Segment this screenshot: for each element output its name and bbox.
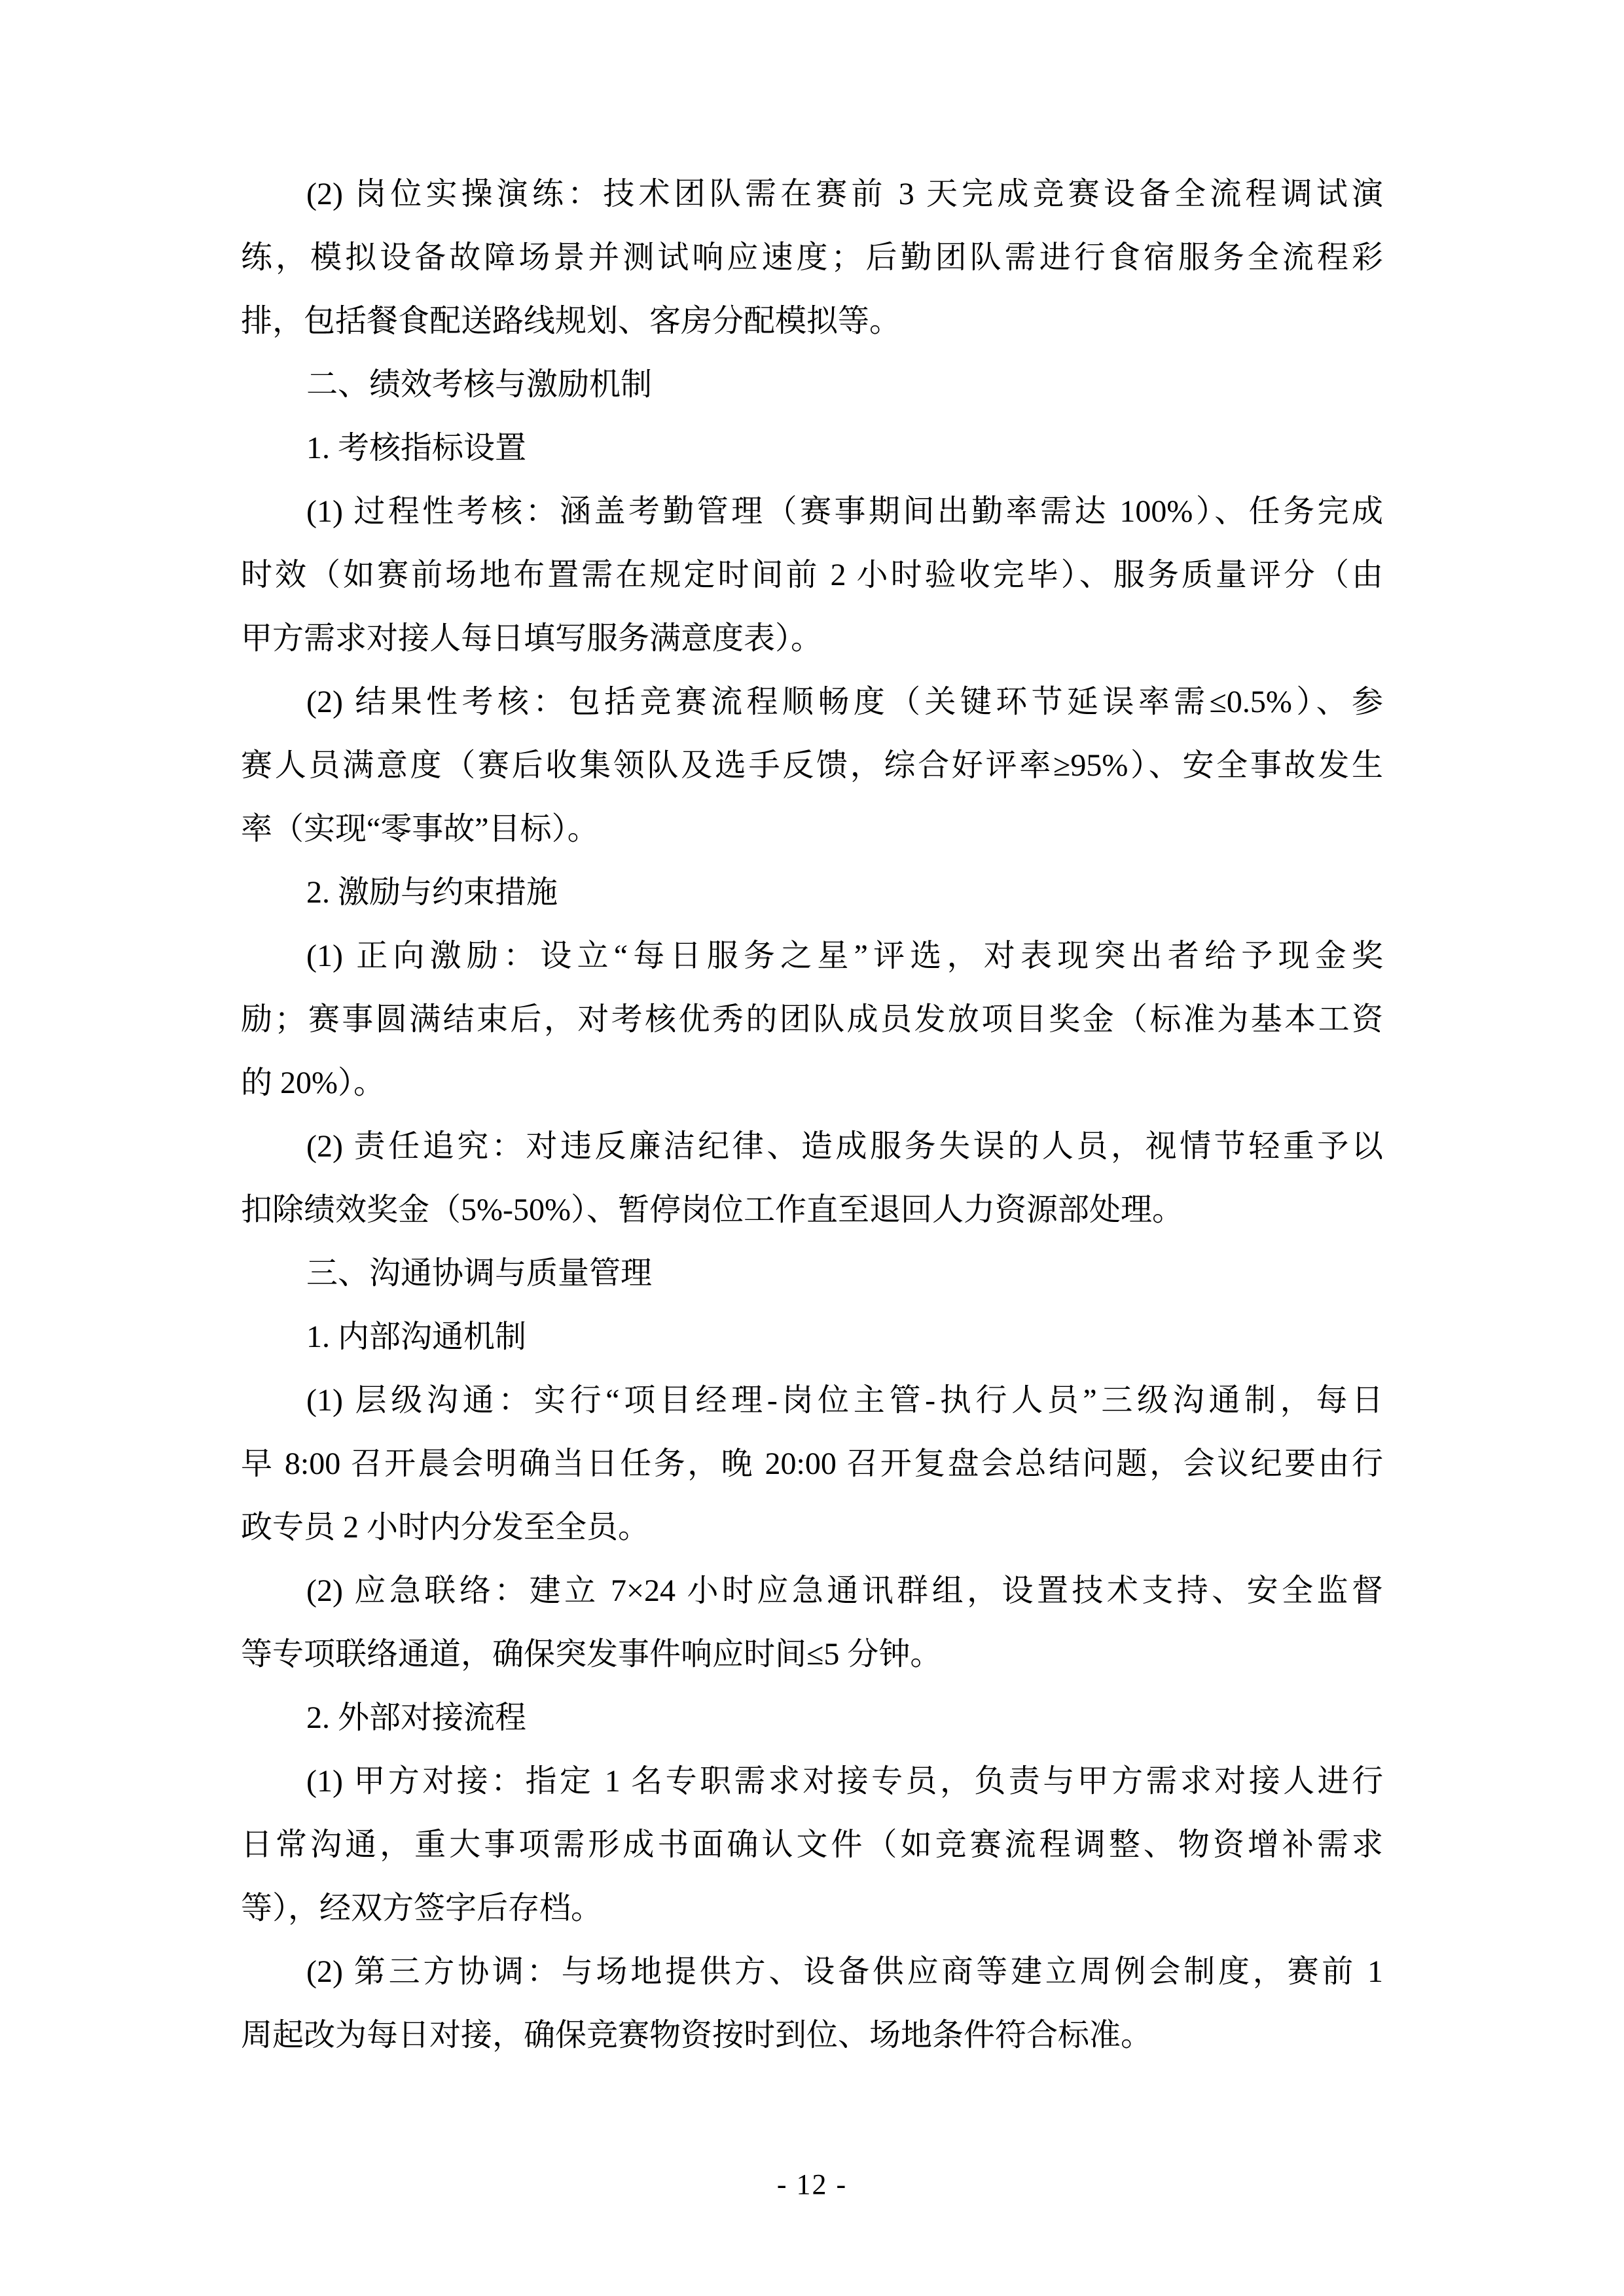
text-line: 等专项联络通道，确保突发事件响应时间≤5 分钟。: [241, 1637, 942, 1672]
text-line: 周起改为每日对接，确保竞赛物资按时到位、场地条件符合标准。: [241, 2018, 1153, 2053]
document-body: [241, 162, 1383, 2067]
text-line: 1. 内部沟通机制: [306, 1319, 527, 1354]
text-line: 排，包括餐食配送路线规划、客房分配模拟等。: [241, 304, 901, 338]
text-line: (2) 结果性考核：包括竞赛流程顺畅度（关键环节延误率需≤0.5%）、参: [306, 685, 1383, 719]
text-line: 2. 外部对接流程: [306, 1700, 527, 1735]
text-line: 1. 考核指标设置: [306, 431, 527, 465]
text-line: 政专员 2 小时内分发至全员。: [241, 1510, 650, 1545]
text-line: 2. 激励与约束措施: [306, 875, 558, 910]
text-line: (2) 岗位实操演练：技术团队需在赛前 3 天完成竞赛设备全流程调试演: [306, 177, 1383, 211]
text-line: (2) 责任追究：对违反廉洁纪律、造成服务失误的人员，视情节轻重予以: [306, 1129, 1383, 1164]
page-number: - 12 -: [776, 2168, 848, 2200]
text-line: (1) 甲方对接：指定 1 名专职需求对接专员，负责与甲方需求对接人进行: [306, 1764, 1383, 1799]
text-line: 三、沟通协调与质量管理: [306, 1256, 653, 1291]
text-line: 率（实现“零事故”目标）。: [241, 812, 599, 846]
text-line: (2) 第三方协调：与场地提供方、设备供应商等建立周例会制度，赛前 1: [306, 1954, 1383, 1989]
text-line: 早 8:00 召开晨会明确当日任务，晚 20:00 召开复盘会总结问题，会议纪要由行: [241, 1446, 1383, 1481]
text-line: (1) 过程性考核：涵盖考勤管理（赛事期间出勤率需达 100%）、任务完成: [306, 494, 1383, 529]
text-line: (1) 层级沟通：实行“项目经理-岗位主管-执行人员”三级沟通制，每日: [306, 1383, 1383, 1418]
text-line: 时效（如赛前场地布置需在规定时间前 2 小时验收完毕）、服务质量评分（由: [241, 558, 1383, 592]
text-line: (1) 正向激励：设立“每日服务之星”评选，对表现突出者给予现金奖: [306, 939, 1383, 973]
text-line: 二、绩效考核与激励机制: [306, 367, 653, 402]
text-line: 励；赛事圆满结束后，对考核优秀的团队成员发放项目奖金（标准为基本工资: [241, 1002, 1383, 1037]
text-line: 赛人员满意度（赛后收集领队及选手反馈，综合好评率≥95%）、安全事故发生: [241, 748, 1383, 783]
text-line: 的 20%）。: [241, 1066, 385, 1100]
text-line: 扣除绩效奖金（5%-50%）、暂停岗位工作直至退回人力资源部处理。: [241, 1193, 1183, 1227]
text-line: 等），经双方签字后存档。: [241, 1891, 603, 1926]
text-line: 甲方需求对接人每日填写服务满意度表）。: [241, 621, 823, 656]
text-line: (2) 应急联络：建立 7×24 小时应急通讯群组，设置技术支持、安全监督: [306, 1573, 1383, 1608]
text-line: 日常沟通，重大事项需形成书面确认文件（如竞赛流程调整、物资增补需求: [241, 1827, 1383, 1862]
text-line: 练，模拟设备故障场景并测试响应速度；后勤团队需进行食宿服务全流程彩: [241, 240, 1383, 275]
